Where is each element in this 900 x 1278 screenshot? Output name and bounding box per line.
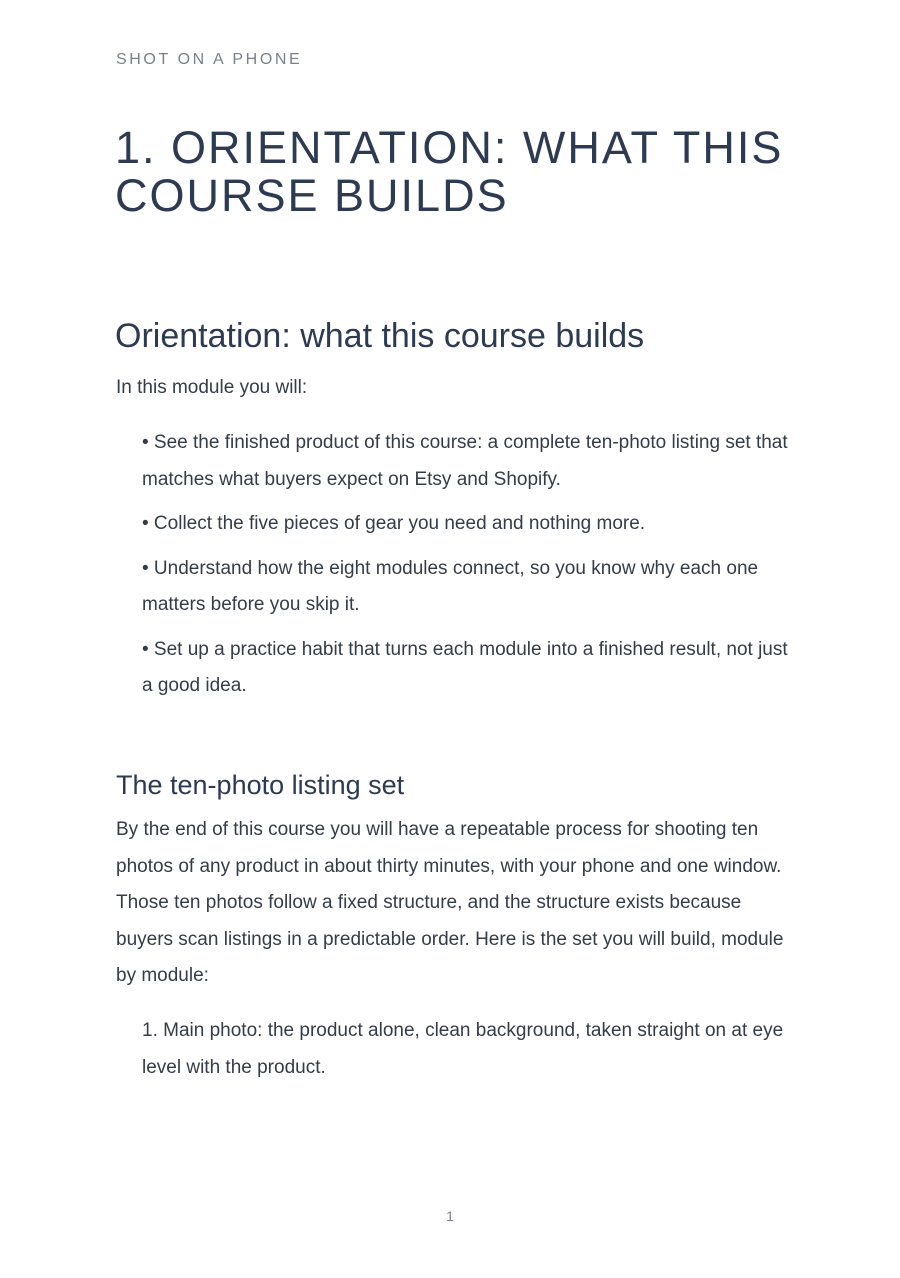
chapter-title: 1. ORIENTATION: WHAT THIS COURSE BUILDS [115,122,784,221]
list-item: • Understand how the eight modules connect, so you know why each one matters before you skip it. [142,557,759,615]
photo-set-list [142,1013,802,1086]
body-paragraph: By the end of this course you will have a repeatable process for shooting ten photos of any product in about thirty minutes, with your phone and one window. Those ten photos follow a fixed structure, and the structure exists because buyers scan listings in a predictable order. Here is the set you will build, module by module: [116,819,784,986]
list-item: 1. Main photo: the product alone, clean background, taken straight on at eye level with the product. [142,1020,784,1078]
page-number: 1 [446,1208,454,1224]
list-item: • Set up a practice habit that turns each module into a finished result, not just a good idea. [142,638,788,696]
list-item: • Collect the five pieces of gear you need and nothing more. [142,513,646,534]
section-title: Orientation: what this course builds [115,317,645,355]
running-header: SHOT ON A PHONE [116,51,303,68]
objectives-list [142,425,802,713]
section-intro: In this module you will: [116,377,308,398]
list-item: • See the finished product of this course: a complete ten-photo listing set that matches what buyers expect on Etsy and Shopify. [142,432,788,490]
subsection-title: The ten-photo listing set [116,770,405,800]
